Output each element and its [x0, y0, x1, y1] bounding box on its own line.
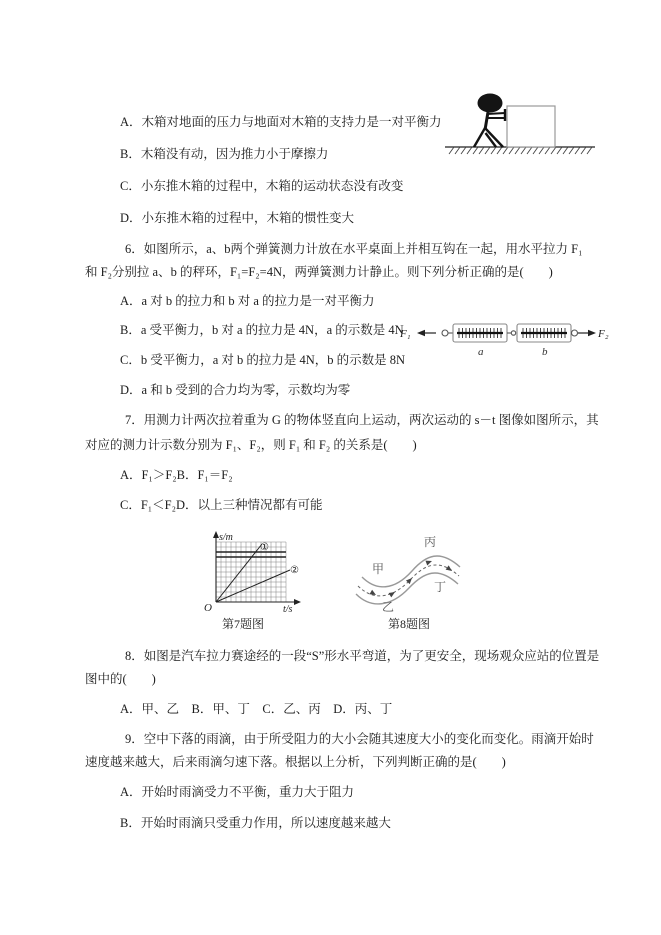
q8-stem-line2: 图中的( )	[85, 672, 156, 686]
q5-option-c: C．小东推木箱的过程中，木箱的运动状态没有改变	[120, 179, 404, 193]
force-f1-label: F₁	[400, 328, 411, 340]
q8-options-row: A．甲、乙 B．甲、丁 C．乙、丙 D．丙、丁	[120, 702, 393, 716]
direction-arrow	[446, 565, 454, 573]
road-label-ding: 丁	[434, 580, 447, 594]
q8-figure-caption: 第8题图	[388, 617, 431, 631]
direction-arrow	[425, 559, 432, 566]
pushing-box-figure	[443, 90, 597, 158]
x-axis-label: t/s	[283, 604, 293, 615]
distance-time-graph	[200, 530, 305, 614]
scale-a-name: a	[478, 346, 484, 358]
scale-b-ring	[572, 330, 578, 336]
f2-arrow-head	[588, 330, 596, 336]
q5-option-b: B．木箱没有动，因为推力小于摩擦力	[120, 147, 329, 161]
road-label-yi: 乙	[382, 600, 395, 614]
q7-stem-line1: 7．用测力计两次拉着重为 G 的物体竖直向上运动，两次运动的 s－t 图像如图所示，其	[125, 413, 599, 427]
road-label-jia: 甲	[372, 562, 385, 576]
direction-arrow	[370, 590, 378, 598]
q9-stem-line1: 9．空中下落的雨滴，由于所受阻力的大小会随其速度大小的变化而变化。雨滴开始时	[125, 732, 594, 746]
q6-option-a: A．a 对 b 的拉力和 b 对 a 的拉力是一对平衡力	[120, 294, 375, 308]
q7-stem-line2: 对应的测力计示数分别为 F₁、F₂，则 F₁ 和 F₂ 的关系是( )	[85, 438, 417, 452]
q9-option-a: A．开始时雨滴受力不平衡，重力大于阻力	[120, 785, 355, 799]
s-curve-road-figure	[348, 533, 472, 615]
line2-number: ②	[290, 565, 299, 576]
force-f2-label: F₂	[598, 328, 609, 340]
q6-stem-line2: 和 F₂分别拉 a、b 的秤环，F₁=F₂=4N，两弹簧测力计静止。则下列分析正确的是( )	[85, 265, 553, 279]
road-label-bing: 丙	[424, 535, 437, 549]
q7-figure-caption: 第7题图	[222, 617, 265, 631]
q6-option-b: B．a 受平衡力，b 对 a 的拉力是 4N，a 的示数是 4N	[120, 323, 404, 337]
q8-stem-line1: 8．如图是汽车拉力赛途经的一段“S”形水平弯道，为了更安全，现场观众应站的位置是	[125, 649, 600, 663]
spring-scales-figure	[400, 316, 612, 358]
line1-number: ①	[260, 542, 269, 553]
origin-label: O	[204, 602, 212, 614]
scale-a-ring	[442, 330, 448, 336]
q9-option-b: B．开始时雨滴只受重力作用，所以速度越来越大	[120, 816, 391, 830]
q6-option-c: C．b 受平衡力，a 对 b 的拉力是 4N，b 的示数是 8N	[120, 353, 406, 367]
q5-option-d: D．小东推木箱的过程中，木箱的惯性变大	[120, 211, 355, 225]
q6-stem-line1: 6．如图所示，a、b两个弹簧测力计放在水平桌面上并相互钩在一起，用水平拉力 F₁	[125, 242, 583, 256]
scale-b-name: b	[542, 346, 548, 358]
x-axis-arrow	[294, 599, 301, 605]
motion-line-1	[216, 544, 262, 602]
person-arms	[487, 113, 505, 118]
q6-option-d: D．a 和 b 受到的合力均为零，示数均为零	[120, 383, 351, 397]
q5-option-a: A．木箱对地面的压力与地面对木箱的支持力是一对平衡力	[120, 115, 442, 129]
middle-link-ring	[511, 331, 515, 335]
direction-arrow	[389, 590, 397, 598]
person-head	[478, 94, 503, 113]
ground-hatching	[449, 147, 592, 154]
person-legs	[474, 128, 503, 147]
wooden-box	[507, 106, 555, 147]
f1-arrow-head	[417, 330, 425, 336]
y-axis-label: s/m	[219, 532, 233, 543]
q7-options-cd: C．F₁＜F₂D．以上三种情况都有可能	[120, 498, 323, 512]
q7-options-ab: A．F₁＞F₂B．F₁＝F₂	[120, 468, 233, 482]
q9-stem-line2: 速度越来越大，后来雨滴匀速下落。根据以上分析，下列判断正确的是( )	[85, 755, 506, 769]
